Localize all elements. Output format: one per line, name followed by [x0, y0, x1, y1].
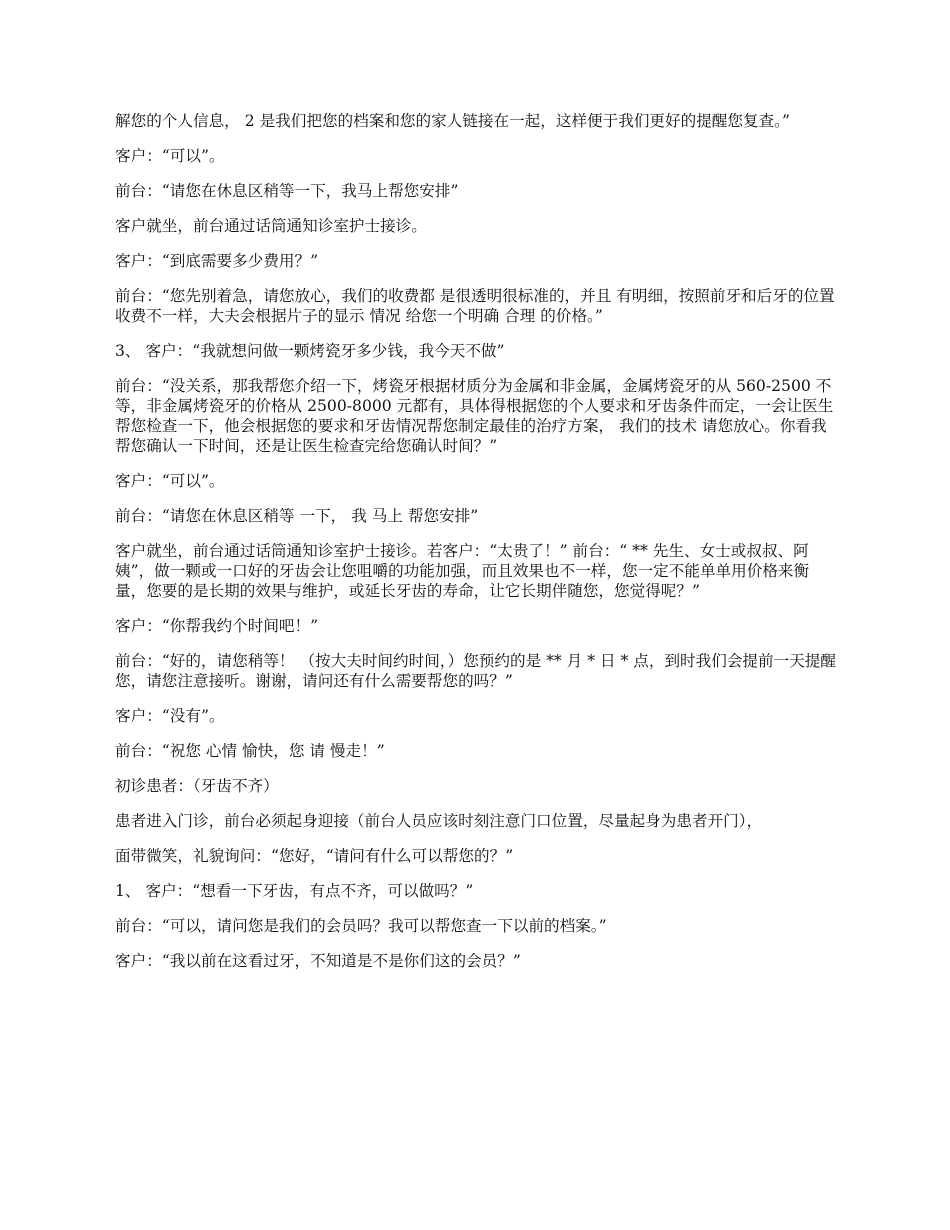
paragraph: 初诊患者：（牙齿不齐）: [115, 777, 279, 795]
paragraph: 3、 客户：“我就想问做一颗烤瓷牙多少钱，我今天不做”: [115, 342, 505, 360]
paragraph: 客户：“可以”。: [115, 472, 225, 490]
paragraph: 客户就坐，前台通过话筒通知诊室护士接诊。若客户：“太贵了！” 前台：“ ** 先生、女士或叔叔、阿姨”，做一颗或一口好的牙齿会让您咀嚼的功能加强，而且效果也不一样，您一定不能单单用价格来衡量，您要的是长期的效果与维护，或延长牙齿的寿命，让它长期伴随您，您觉得呢？”: [115, 542, 810, 600]
paragraph: 前台：“您先别着急，请您放心，我们的收费都 是很透明很标准的，并且 有明细，按照前牙和后牙的位置收费不一样，大夫会根据片子的显示 情况 给您一个明确 合理 的价格。”: [115, 287, 835, 325]
paragraph: 客户：“你帮我约个时间吧！”: [115, 617, 319, 635]
paragraph: 前台：“请您在休息区稍等 一下， 我 马上 帮您安排”: [115, 507, 479, 525]
paragraph: 前台：“好的，请您稍等！ （按大夫时间约时间，）您预约的是 ** 月 * 日 * 点，到时我们会提前一天提醒您，请您注意接听。谢谢，请问还有什么需要帮您的吗？”: [115, 652, 836, 690]
paragraph: 面带微笑，礼貌询问：“您好，“请问有什么可以帮您的？”: [115, 847, 514, 865]
paragraph: 患者进入门诊，前台必须起身迎接（前台人员应该时刻注意门口位置，尽量起身为患者开门），: [115, 812, 763, 830]
paragraph: 客户：“没有”。: [115, 707, 225, 725]
paragraph: 客户：“可以”。: [115, 147, 225, 165]
paragraph: 前台：“可以，请问您是我们的会员吗？我可以帮您查一下以前的档案。”: [115, 917, 607, 935]
paragraph: 前台：“没关系，那我帮您介绍一下，烤瓷牙根据材质分为金属和非金属，金属烤瓷牙的从 560-2500 不等，非金属烤瓷牙的价格从 2500-8000 元都有，具体得根据您的个人要求和牙齿条件而定，一会让医生帮您检查一下，他会根据您的要求和牙齿情况帮您制定最佳的治疗方案， 我们的技术 请您放心。你看我帮您确认一下时间，还是让医生检查完给您确认时间？”: [115, 377, 834, 455]
paragraph: 客户就坐，前台通过话筒通知诊室护士接诊。: [115, 217, 427, 235]
document-body: [115, 111, 840, 986]
paragraph: 1、 客户：“想看一下牙齿，有点不齐，可以做吗？”: [115, 882, 474, 900]
paragraph: 前台：“祝您 心情 愉快，您 请 慢走！”: [115, 742, 385, 760]
paragraph: 客户：“到底需要多少费用？”: [115, 252, 319, 270]
paragraph: 客户：“我以前在这看过牙，不知道是不是你们这的会员？”: [115, 952, 521, 970]
paragraph: 解您的个人信息， 2 是我们把您的档案和您的家人链接在一起，这样便于我们更好的提醒您复查。”: [115, 112, 790, 130]
paragraph: 前台：“请您在休息区稍等一下，我马上帮您安排”: [115, 182, 459, 200]
